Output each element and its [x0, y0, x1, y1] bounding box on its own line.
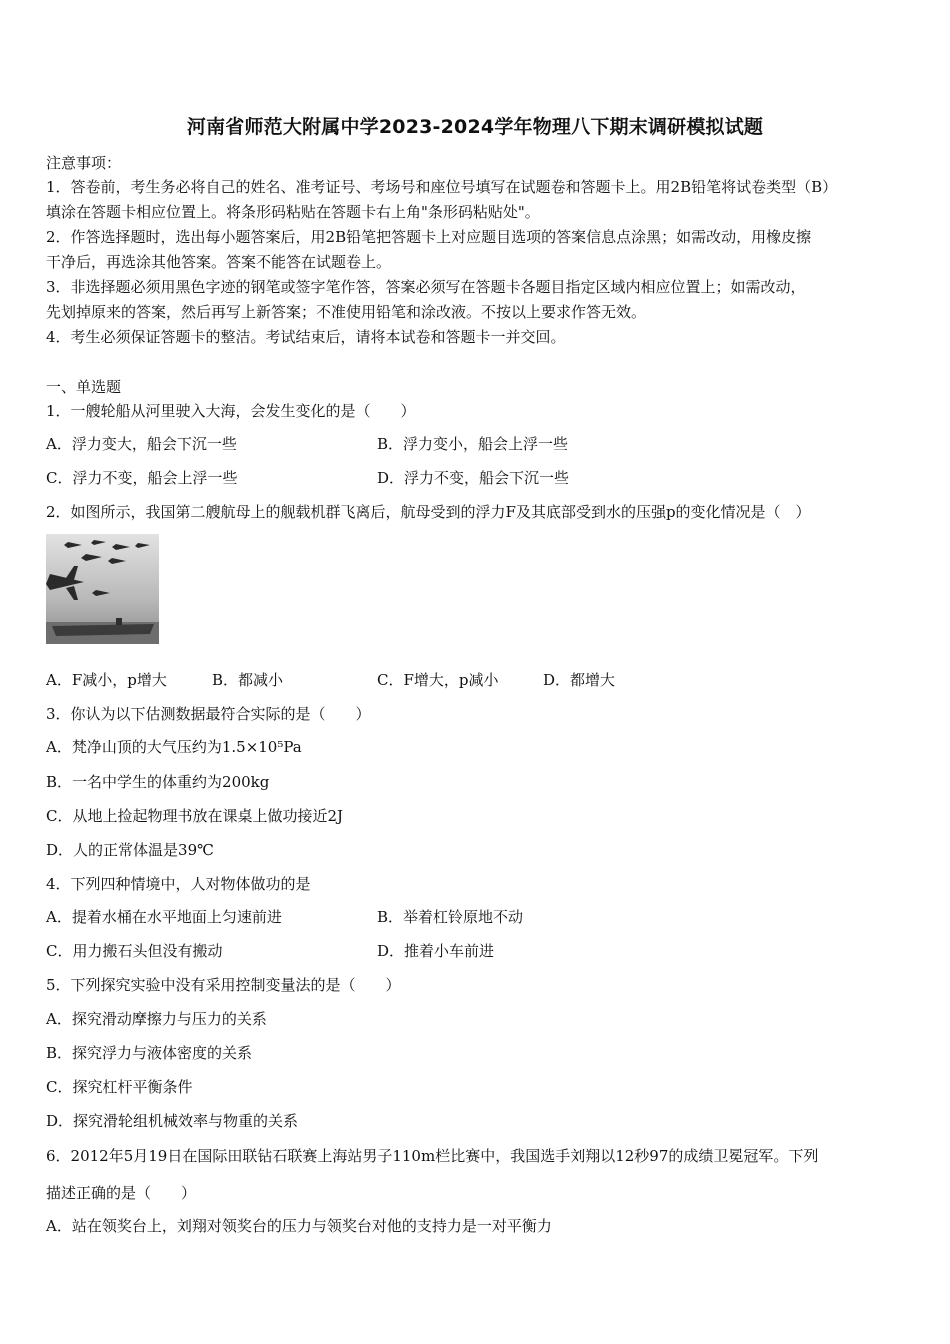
question-4-stem: 4．下列四种情境中，人对物体做功的是 — [46, 875, 311, 893]
question-1-option-d: D．浮力不变，船会下沉一些 — [377, 469, 570, 487]
question-6-option-a: A．站在领奖台上，刘翔对领奖台的压力与领奖台对他的支持力是一对平衡力 — [46, 1217, 552, 1235]
aircraft-carrier-photo — [46, 534, 159, 644]
question-4-option-b: B．举着杠铃原地不动 — [377, 908, 524, 926]
question-2-stem: 2．如图所示，我国第二艘航母上的舰载机群飞离后，航母受到的浮力F及其底部受到水的压强p的变化情况是（ ） — [46, 503, 811, 521]
question-4-option-c: C．用力搬石头但没有搬动 — [46, 942, 223, 960]
notice-heading: 注意事项： — [46, 154, 122, 172]
question-6-stem-continued: 描述正确的是（ ） — [46, 1184, 197, 1202]
question-3-option-c: C．从地上捡起物理书放在课桌上做功接近2J — [46, 807, 344, 825]
notice-line: 干净后，再选涂其他答案。答案不能答在试题卷上。 — [46, 253, 392, 271]
question-1-option-a: A．浮力变大，船会下沉一些 — [46, 435, 237, 453]
question-5-option-c: C．探究杠杆平衡条件 — [46, 1078, 193, 1096]
question-1-option-c: C．浮力不变，船会上浮一些 — [46, 469, 238, 487]
notice-line: 4．考生必须保证答题卡的整洁。考试结束后，请将本试卷和答题卡一并交回。 — [46, 328, 566, 346]
question-2-option-c: C．F增大，p减小 — [377, 671, 499, 689]
question-3-option-d: D．人的正常体温是39℃ — [46, 841, 214, 859]
question-5-option-a: A．探究滑动摩擦力与压力的关系 — [46, 1010, 267, 1028]
notice-line: 先划掉原来的答案，然后再写上新答案；不准使用铅笔和涂改液。不按以上要求作答无效。 — [46, 303, 647, 321]
question-1-option-b: B．浮力变小，船会上浮一些 — [377, 435, 569, 453]
section-heading: 一、单选题 — [46, 378, 122, 396]
question-3-stem: 3．你认为以下估测数据最符合实际的是（ ） — [46, 705, 371, 723]
notice-line: 1．答卷前，考生务必将自己的姓名、准考证号、考场号和座位号填写在试题卷和答题卡上。用2B铅笔将试卷类型（B） — [46, 178, 838, 196]
question-1-stem: 1．一艘轮船从河里驶入大海，会发生变化的是（ ） — [46, 402, 416, 420]
question-3-option-a: A．梵净山顶的大气压约为1.5×10⁵Pa — [46, 738, 302, 756]
notice-line: 2．作答选择题时，选出每小题答案后，用2B铅笔把答题卡上对应题目选项的答案信息点涂黑；如需改动，用橡皮擦 — [46, 228, 812, 246]
question-5-option-b: B．探究浮力与液体密度的关系 — [46, 1044, 253, 1062]
question-2-option-d: D．都增大 — [543, 671, 616, 689]
question-2-option-a: A．F减小，p增大 — [46, 671, 167, 689]
notice-line: 3．非选择题必须用黑色字迹的钢笔或签字笔作答，答案必须写在答题卡各题目指定区域内相应位置上；如需改动， — [46, 278, 806, 296]
question-4-option-a: A．提着水桶在水平地面上匀速前进 — [46, 908, 282, 926]
question-2-option-b: B．都减小 — [212, 671, 284, 689]
question-6-stem: 6．2012年5月19日在国际田联钻石联赛上海站男子110m栏比赛中，我国选手刘翔以12秒97的成绩卫冕冠军。下列 — [46, 1147, 819, 1165]
question-5-option-d: D．探究滑轮组机械效率与物重的关系 — [46, 1112, 299, 1130]
question-3-option-b: B．一名中学生的体重约为200kg — [46, 773, 270, 791]
notice-line: 填涂在答题卡相应位置上。将条形码粘贴在答题卡右上角"条形码粘贴处"。 — [46, 203, 540, 221]
aircraft-carrier-photo-drawing — [46, 534, 159, 644]
question-5-stem: 5．下列探究实验中没有采用控制变量法的是（ ） — [46, 976, 401, 994]
question-4-option-d: D．推着小车前进 — [377, 942, 495, 960]
page-title: 河南省师范大附属中学2023-2024学年物理八下期末调研模拟试题 — [186, 116, 764, 138]
